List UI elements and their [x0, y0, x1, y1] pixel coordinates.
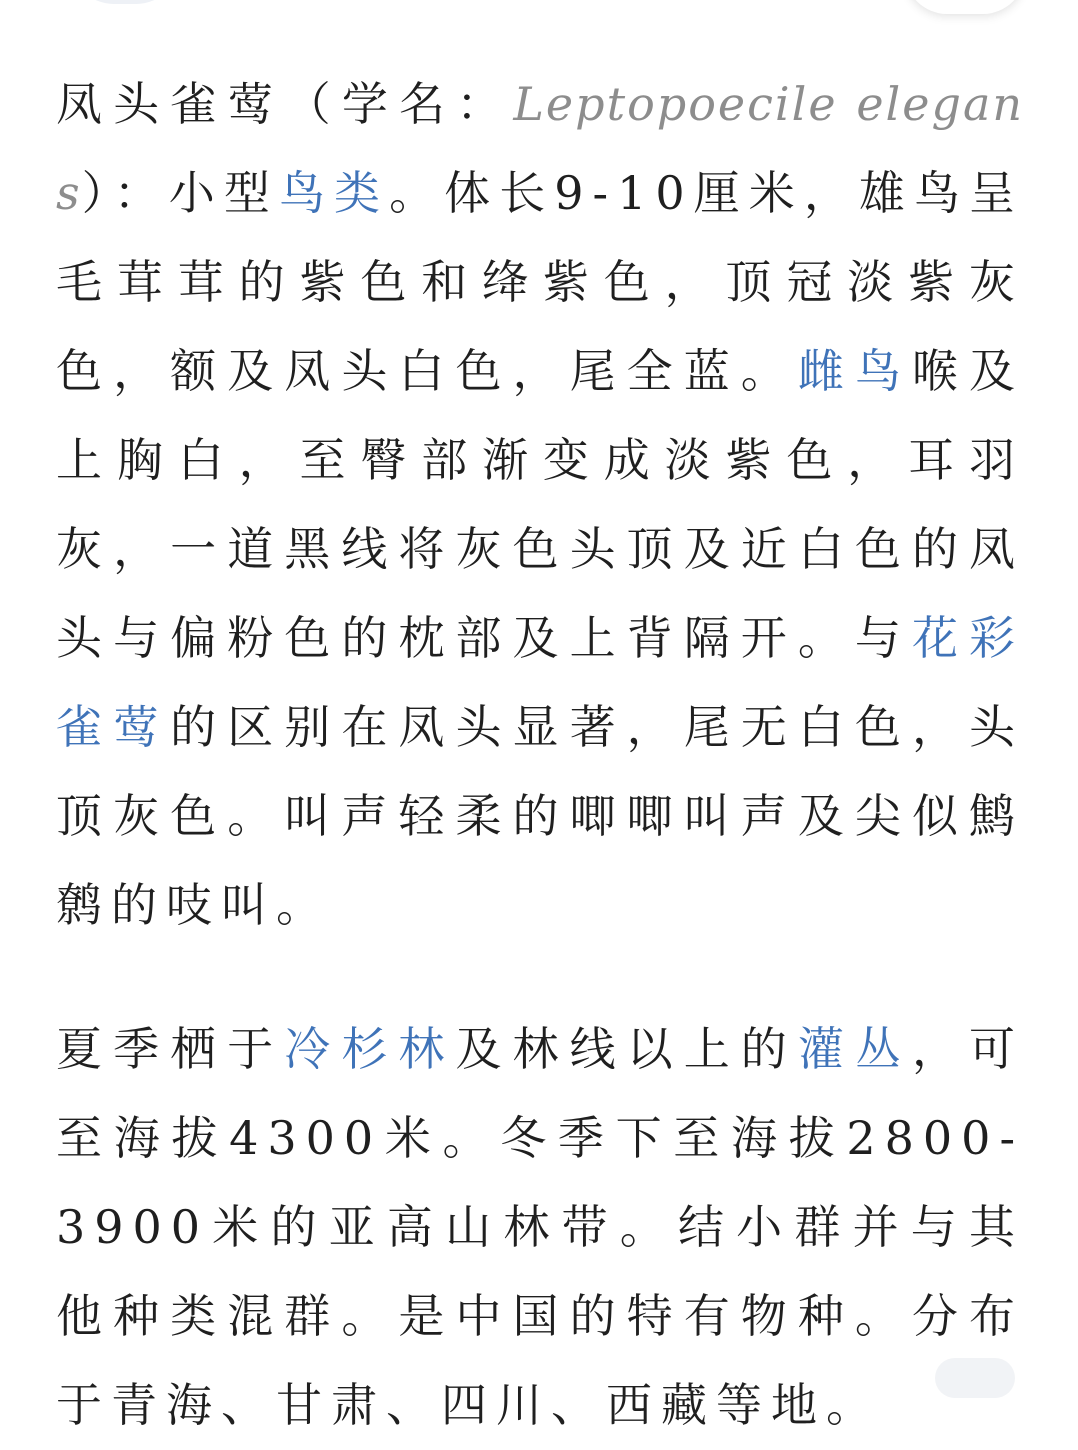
link-fir-forest[interactable]: 冷杉林 [284, 1022, 456, 1076]
article-body [56, 60, 1024, 1450]
text-segment: 夏季栖于 [56, 1022, 285, 1076]
text-segment: 的区别在凤头显著，尾无白色，头顶灰色。叫声轻柔的唧唧叫声及尖似鹪鹩的吱叫。 [56, 700, 1024, 932]
text-segment: 喉及上胸白，至臀部渐变成淡紫色，耳羽灰，一道黑线将灰色头顶及近白色的凤头与偏粉色的枕部及上背隔开。与 [56, 344, 1024, 665]
link-shrubland[interactable]: 灌丛 [797, 1022, 912, 1076]
link-birds[interactable]: 鸟类 [278, 166, 390, 220]
text-segment: 。体长9-10厘米，雄鸟呈毛茸茸的紫色和绛紫色，顶冠淡紫灰色，额及凤头白色，尾全蓝。 [56, 166, 1025, 398]
link-white-browed-tit-warbler[interactable]: 花彩雀莺 [56, 611, 1024, 754]
text-segment: ）：小型 [81, 166, 279, 220]
text-segment: 凤头雀莺（学名： [56, 77, 514, 131]
scientific-name: Leptopoecile elegans [56, 77, 1024, 220]
text-segment: ，可至海拔4300米。冬季下至海拔2800-3900米的亚高山林带。结小群并与其他种类混群。是中国的特有物种。分布于青海、甘肃、四川、西藏等地。 [56, 1022, 1024, 1432]
text-segment: 及林线以上的 [455, 1022, 798, 1076]
floating-button-edge[interactable] [905, 0, 1025, 14]
paragraph-description [56, 60, 1024, 950]
link-female-bird[interactable]: 雌鸟 [797, 344, 912, 398]
top-card-edge [70, 0, 180, 4]
paragraph-habitat [56, 1005, 1024, 1450]
